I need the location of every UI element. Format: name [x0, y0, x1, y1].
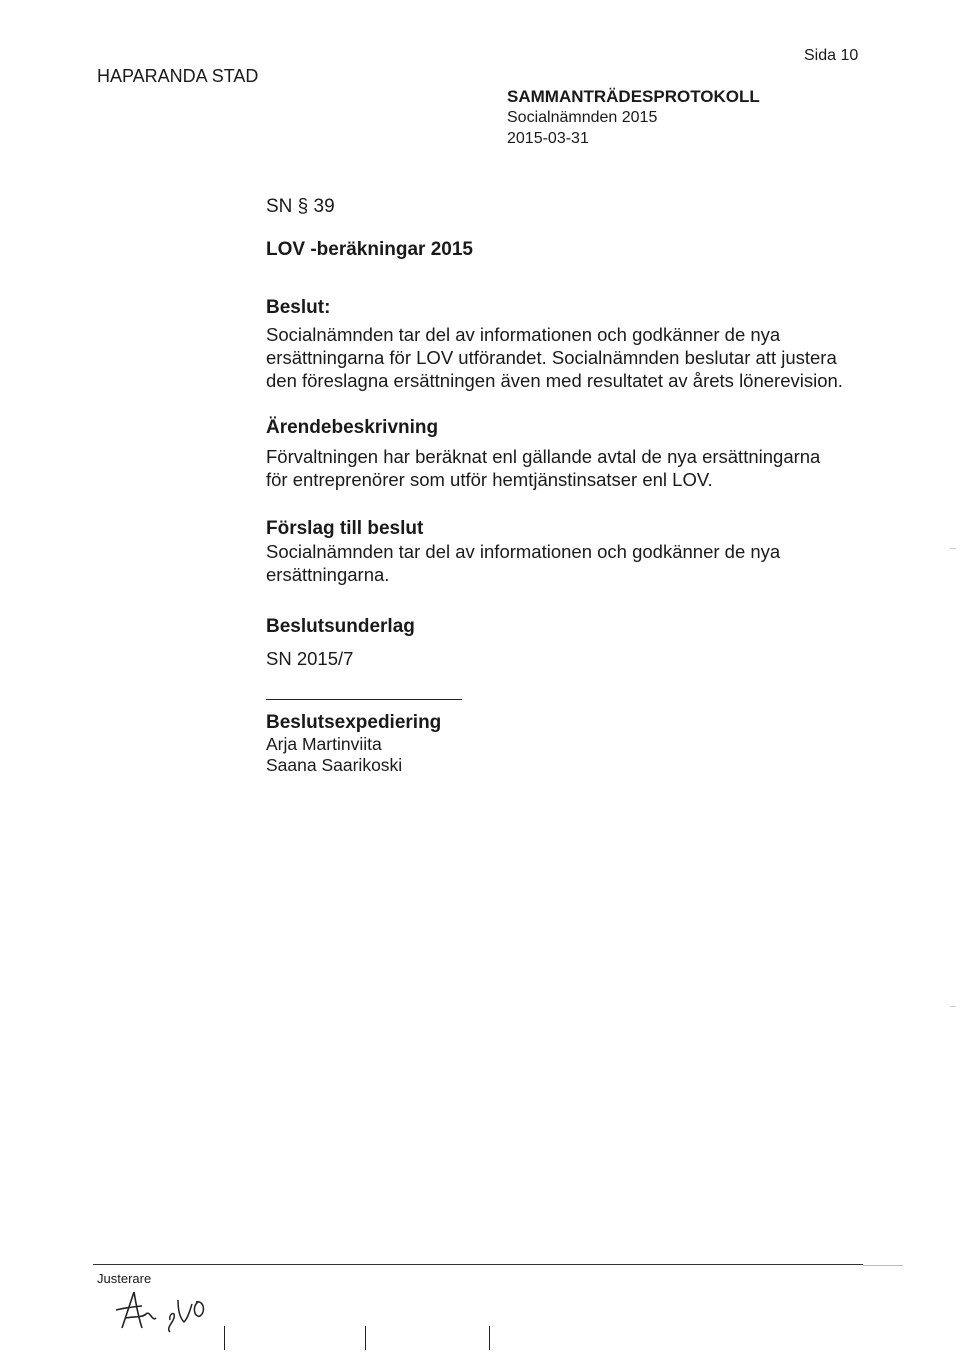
signature-field-divider — [365, 1326, 366, 1350]
page-number: Sida 10 — [804, 47, 859, 64]
handwritten-signature-icon — [112, 1288, 222, 1338]
scan-edge-mark — [950, 548, 956, 549]
case-description-heading: Ärendebeskrivning — [266, 417, 439, 438]
footer-rule — [93, 1264, 863, 1265]
proposal-line: Socialnämnden tar del av informationen och godkänner de nya — [266, 541, 781, 562]
signature-field-divider — [489, 1326, 490, 1350]
paragraph-title: LOV -beräkningar 2015 — [266, 239, 473, 260]
case-description-line: Förvaltningen har beräknat enl gällande avtal de nya ersättningarna — [266, 446, 821, 467]
case-description-section — [266, 417, 886, 491]
proposal-heading: Förslag till beslut — [266, 518, 424, 539]
protocol-title: SAMMANTRÄDESPROTOKOLL — [507, 87, 760, 106]
basis-section — [266, 616, 886, 670]
decision-line: den föreslagna ersättningen även med resultatet av årets lönerevision. — [266, 370, 843, 391]
meeting-date: 2015-03-31 — [507, 130, 589, 147]
adjuster-label: Justerare — [97, 1271, 152, 1286]
basis-value: SN 2015/7 — [266, 648, 354, 669]
committee-name: Socialnämnden 2015 — [507, 109, 658, 126]
footer-rule-extension — [863, 1265, 903, 1266]
protocol-header — [507, 86, 760, 149]
signature-field-divider — [224, 1326, 225, 1350]
signature-initials — [112, 1288, 222, 1343]
decision-line: Socialnämnden tar del av informationen och godkänner de nya — [266, 324, 781, 345]
decision-section — [266, 297, 886, 392]
organization-name: HAPARANDA STAD — [97, 66, 259, 86]
paragraph-id: SN § 39 — [266, 196, 335, 217]
dispatch-name: Saana Saarikoski — [266, 755, 403, 775]
proposal-line: ersättningarna. — [266, 564, 390, 585]
document-body — [266, 196, 886, 776]
proposal-section — [266, 518, 886, 586]
decision-heading: Beslut: — [266, 297, 331, 318]
dispatch-heading: Beslutsexpediering — [266, 712, 442, 733]
separator-rule — [266, 699, 462, 700]
case-description-line: för entreprenörer som utför hemtjänstinsatser enl LOV. — [266, 469, 713, 490]
decision-line: ersättningarna för LOV utförandet. Socialnämnden beslutar att justera — [266, 347, 837, 368]
basis-heading: Beslutsunderlag — [266, 616, 415, 637]
dispatch-section — [266, 712, 886, 776]
dispatch-name: Arja Martinviita — [266, 734, 382, 754]
scan-edge-mark — [950, 1006, 956, 1007]
